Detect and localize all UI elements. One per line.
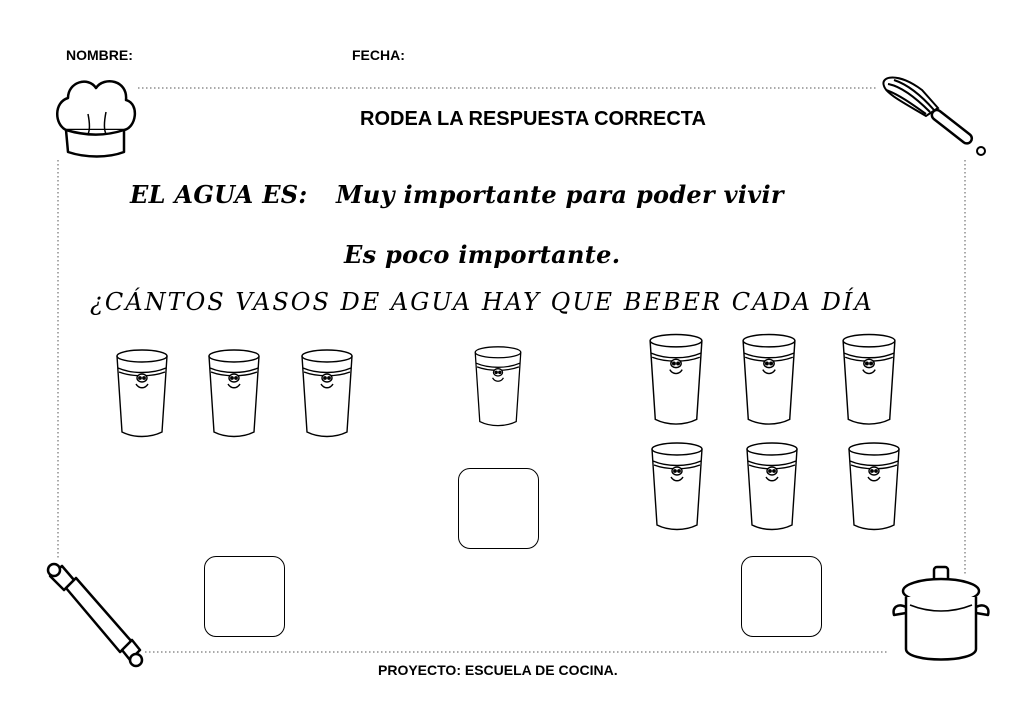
- water-glass-icon: [649, 440, 705, 532]
- water-glass-icon: [114, 348, 170, 438]
- water-glass-icon: [744, 440, 800, 532]
- water-glass-icon: [299, 348, 355, 438]
- date-label: FECHA:: [352, 47, 405, 63]
- water-glass-icon: [647, 332, 705, 426]
- question1-prompt: EL AGUA ES:: [130, 180, 308, 209]
- whisk-icon: [878, 72, 993, 164]
- water-glass-icon: [840, 332, 898, 426]
- instruction-title: RODEA LA RESPUESTA CORRECTA: [360, 108, 706, 130]
- answer-box-group-3[interactable]: [741, 556, 822, 637]
- water-glass-icon: [740, 332, 798, 426]
- answer-box-group-1[interactable]: [204, 556, 285, 637]
- water-glass-icon: [206, 348, 262, 438]
- question1-option-a[interactable]: Muy importante para poder vivir: [336, 180, 784, 209]
- answer-box-group-2[interactable]: [458, 468, 539, 549]
- water-glass-icon: [470, 345, 526, 427]
- question1-option-b[interactable]: Es poco importante.: [344, 240, 621, 269]
- chef-hat-icon: [52, 72, 142, 162]
- water-glass-icon: [846, 440, 902, 532]
- question2-prompt: ¿CÁNTOS VASOS DE AGUA HAY QUE BEBER CADA DÍA: [90, 288, 874, 316]
- cooking-pot-icon: [890, 563, 990, 668]
- name-label: NOMBRE:: [66, 47, 133, 63]
- footer-project: PROYECTO: ESCUELA DE COCINA.: [378, 662, 618, 678]
- rolling-pin-icon: [40, 560, 150, 675]
